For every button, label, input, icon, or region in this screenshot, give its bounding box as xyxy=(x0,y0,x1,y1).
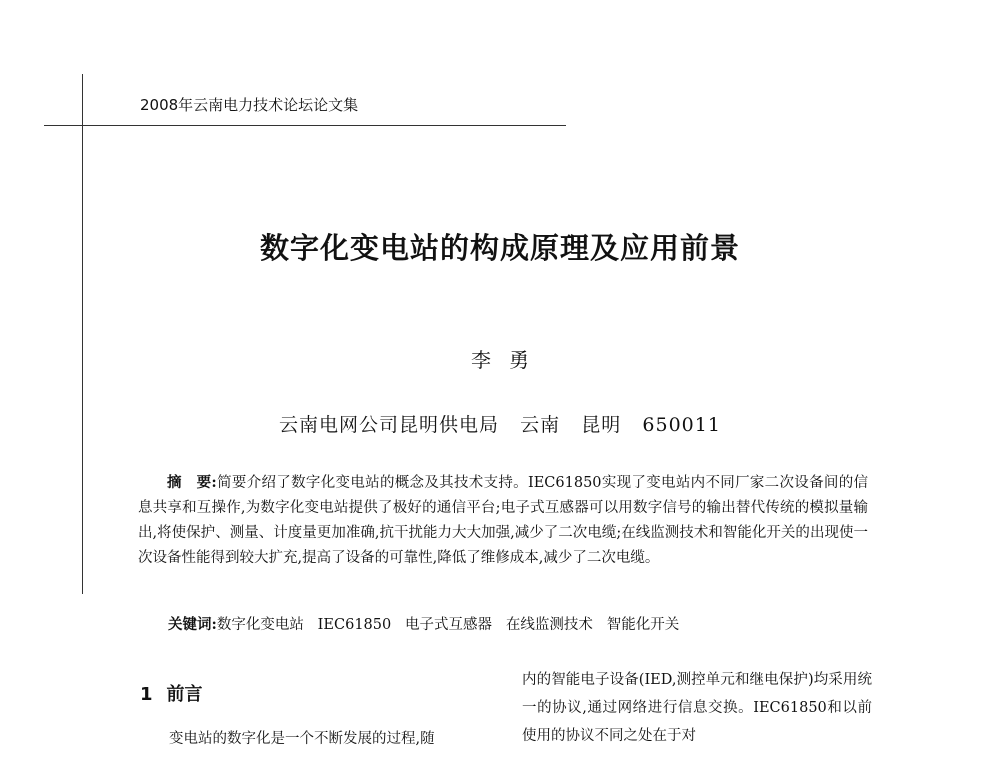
section-heading xyxy=(140,680,203,706)
paper-affiliation: 云南电网公司昆明供电局 云南 昆明 650011 xyxy=(279,414,721,436)
keywords xyxy=(168,613,679,634)
margin-vertical-rule xyxy=(82,74,83,594)
header-horizontal-rule xyxy=(44,125,566,126)
running-header: 2008年云南电力技术论坛论文集 xyxy=(140,96,359,114)
body-text-right-column: 内的智能电子设备(IED,测控单元和继电保护)均采用统一的协议,通过网络进行信息交换。IEC61850和以前使用的协议不同之处在于对 xyxy=(522,672,872,744)
abstract xyxy=(138,470,868,571)
keywords-text: 数字化变电站 IEC61850 电子式互感器 在线监测技术 智能化开关 xyxy=(216,617,680,633)
paper-title: 数字化变电站的构成原理及应用前景 xyxy=(259,231,740,265)
abstract-label: 摘 要: xyxy=(167,474,217,491)
section-title: 前言 xyxy=(166,684,203,705)
abstract-text: 简要介绍了数字化变电站的概念及其技术支持。IEC61850实现了变电站内不同厂家二次设备间的信息共享和互操作,为数字化变电站提供了极好的通信平台;电子式互感器可以用数字信号的输出替代传统的模拟量输出,将使保护、测量、计度量更加准确,抗干扰能力大大加强,减少了二次电缆;在线监测技术和智能化开关的出现使一次设备性能得到较大扩充,提高了设备的可靠性,降低了维修成本,减少了二次电缆。 xyxy=(138,475,869,566)
body-text-left-column: 变电站的数字化是一个不断发展的过程,随 xyxy=(169,731,435,747)
keywords-label: 关键词: xyxy=(168,616,217,633)
paper-author: 李勇 xyxy=(471,348,547,372)
section-number: 1 xyxy=(140,684,153,705)
